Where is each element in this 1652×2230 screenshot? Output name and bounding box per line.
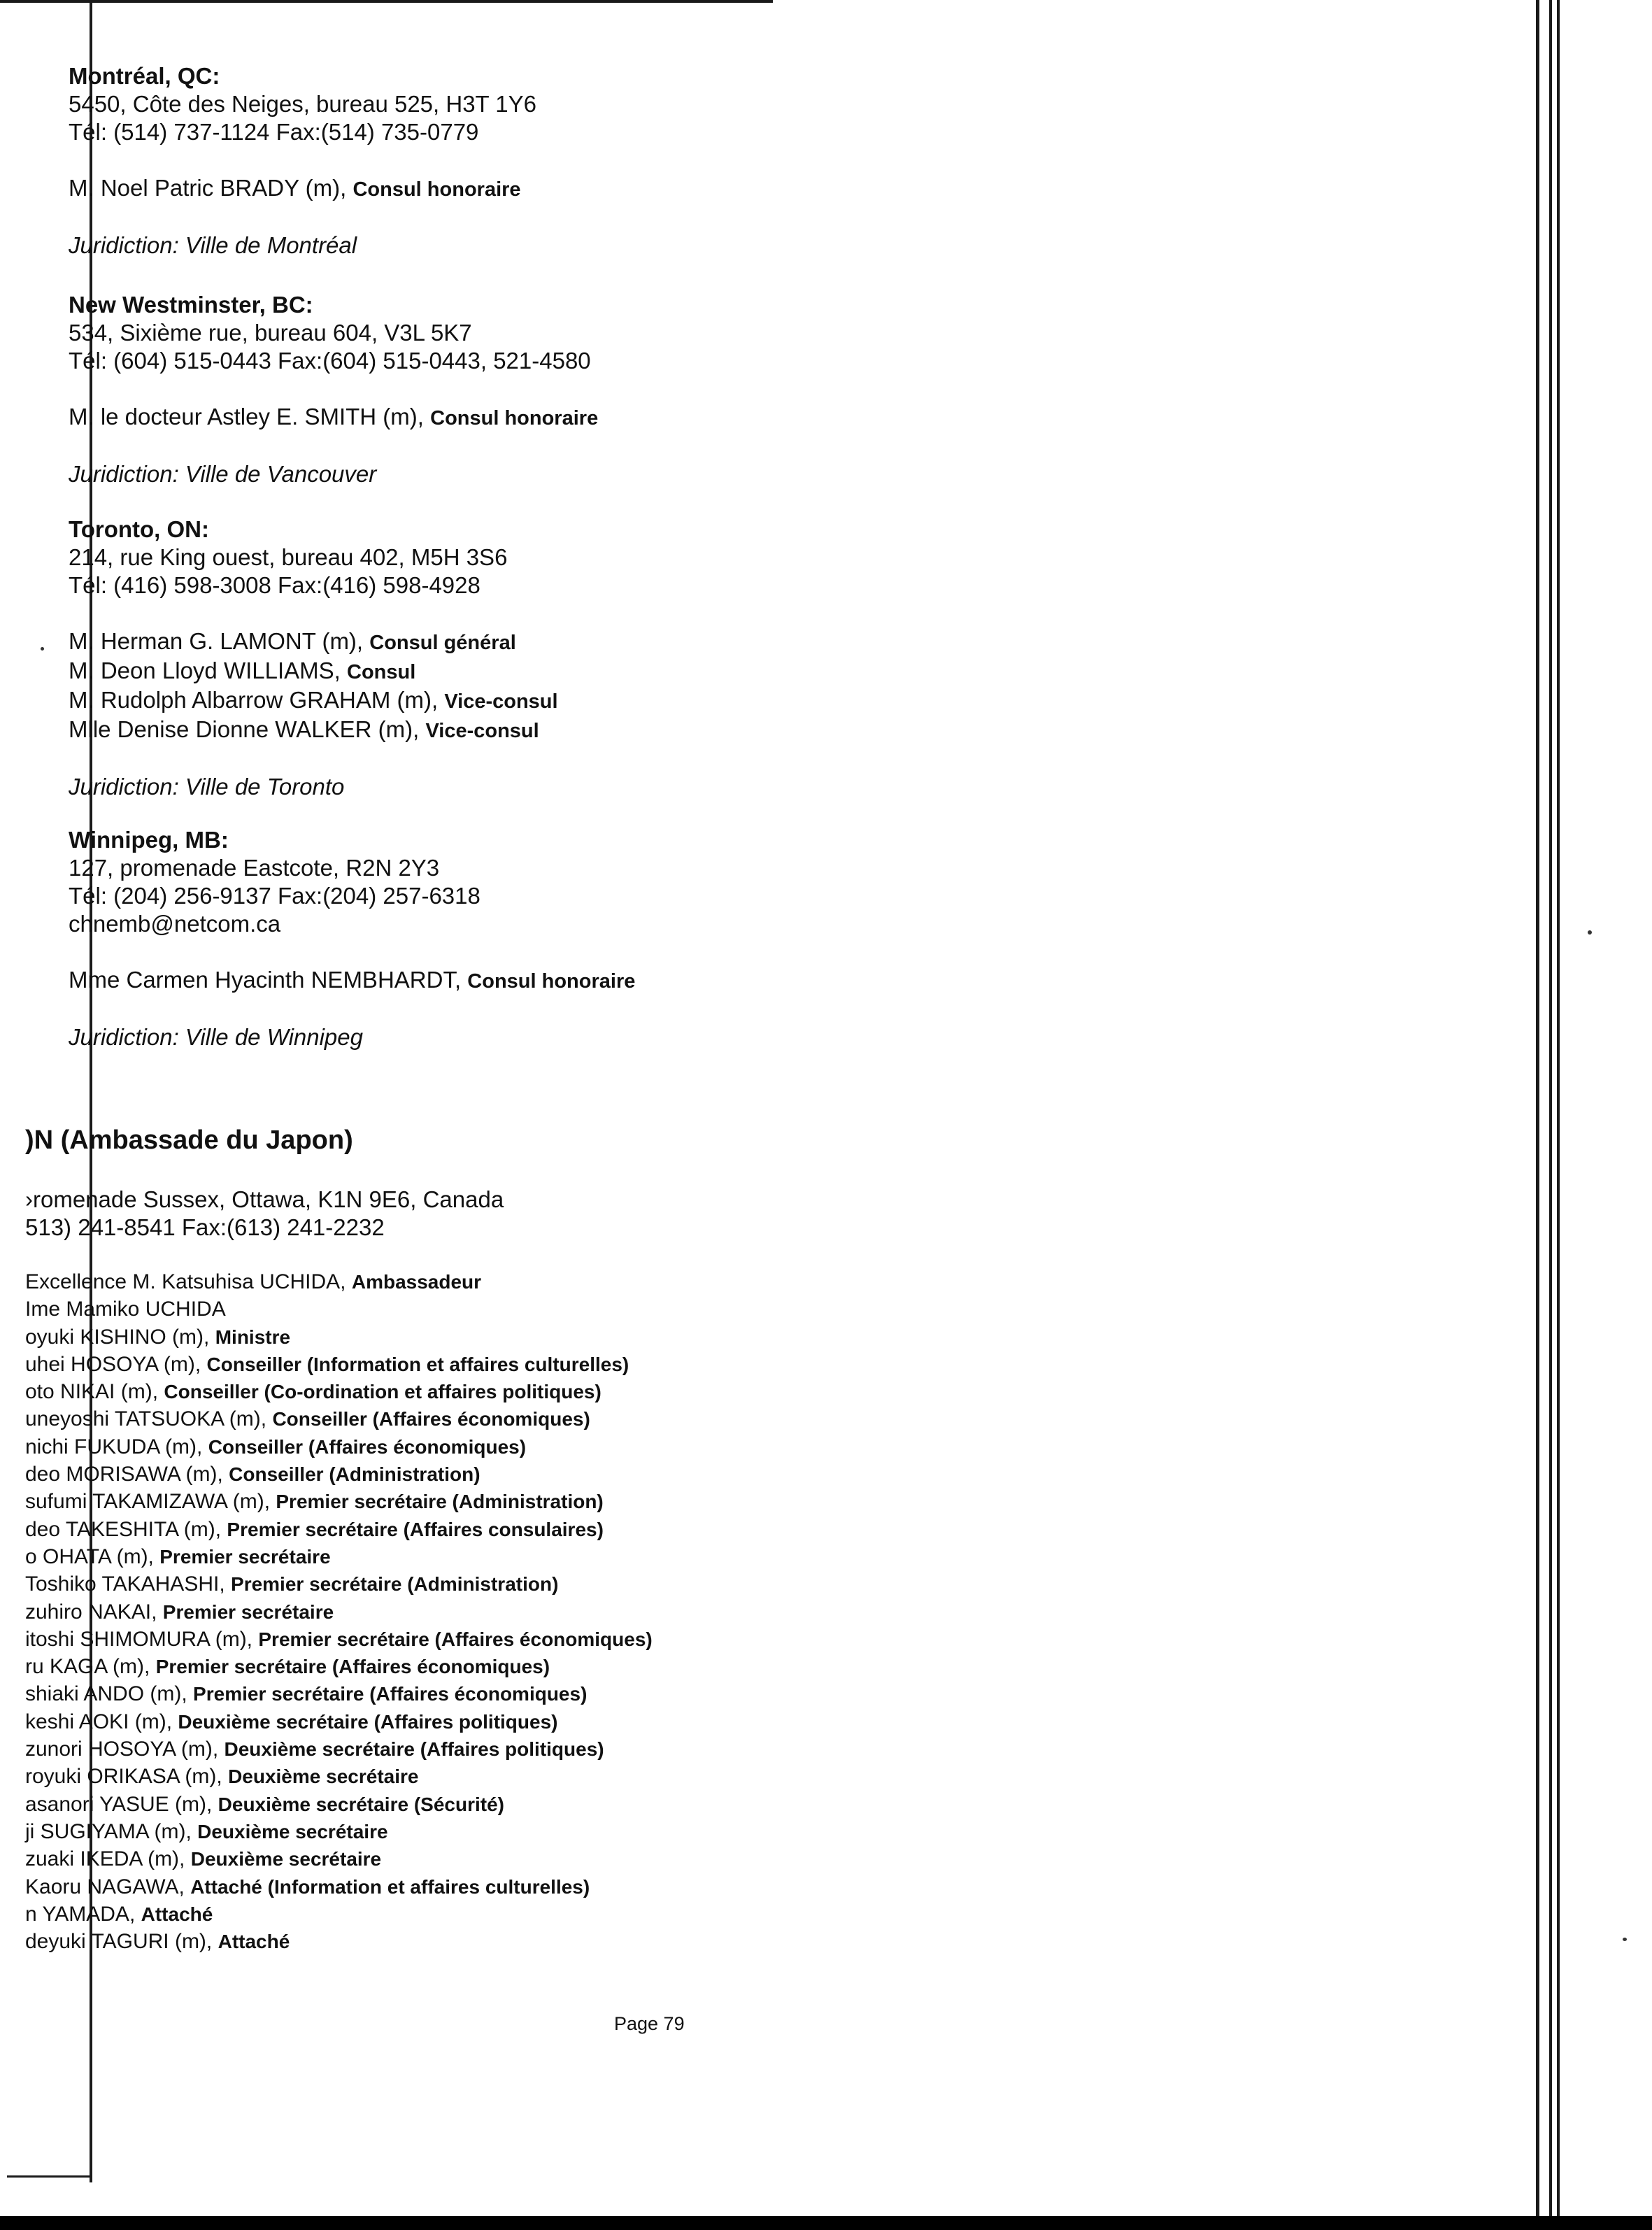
staff-name: ji SUGIYAMA (m),: [25, 1819, 192, 1843]
address: 127, promenade Eastcote, R2N 2Y3: [69, 855, 440, 881]
staff-role: Premier secrétaire (Affaires économiques): [193, 1683, 588, 1705]
staff-row: [25, 1488, 653, 1515]
staff-name: Toshiko TAKAHASHI,: [25, 1572, 225, 1596]
staff-role: Deuxième secrétaire: [190, 1848, 382, 1870]
staff-role: Conseiller (Affaires économiques): [272, 1408, 590, 1430]
staff-role: Ambassadeur: [351, 1271, 482, 1293]
city-heading: Montréal, QC:: [69, 63, 220, 89]
address: 214, rue King ouest, bureau 402, M5H 3S6: [69, 544, 508, 570]
official-role: Consul: [347, 661, 416, 683]
staff-row: [25, 1901, 653, 1928]
staff-row: [25, 1351, 653, 1378]
staff-name: uneyoshi TATSUOKA (m),: [25, 1407, 267, 1431]
staff-name: ru KAGA (m),: [25, 1655, 150, 1679]
staff-role: Deuxième secrétaire (Affaires politiques): [224, 1738, 604, 1761]
staff-row: [25, 1295, 653, 1323]
staff-role: Attaché (Information et affaires culturelles): [190, 1875, 590, 1898]
staff-role: Premier secrétaire (Affaires économiques): [155, 1656, 550, 1678]
official-name: Mme Carmen Hyacinth NEMBHARDT,: [69, 967, 462, 993]
staff-name: zuaki IKEDA (m),: [25, 1847, 185, 1871]
staff-role: Conseiller (Co-ordination et affaires politiques): [164, 1381, 601, 1403]
staff-role: Deuxième secrétaire (Sécurité): [218, 1793, 504, 1815]
official-role: Vice-consul: [444, 690, 558, 713]
consulate-toronto: [69, 516, 558, 801]
official-name: M. Noel Patric BRADY (m),: [69, 175, 347, 201]
city-heading: Winnipeg, MB:: [69, 827, 229, 853]
official-name: M. le docteur Astley E. SMITH (m),: [69, 404, 424, 429]
staff-role: Premier secrétaire: [159, 1545, 331, 1568]
staff-name: uhei HOSOYA (m),: [25, 1352, 201, 1376]
official-name: Mlle Denise Dionne WALKER (m),: [69, 716, 420, 742]
consulate-montreal: [69, 62, 536, 260]
staff-role: Premier secrétaire: [162, 1600, 334, 1623]
staff-row: [25, 1791, 653, 1818]
staff-name: zuhiro NAKAI,: [25, 1600, 157, 1624]
staff-role: Premier secrétaire (Administration): [276, 1491, 604, 1513]
official-role: Vice-consul: [425, 720, 539, 742]
staff-row: [25, 1516, 653, 1543]
phone-fax: Tél: (416) 598-3008 Fax:(416) 598-4928: [69, 572, 480, 598]
staff-row: [25, 1708, 653, 1735]
scan-bottom-corner-h: [7, 2175, 91, 2178]
staff-row: [25, 1433, 653, 1461]
scan-right-edge-3: [1557, 0, 1560, 2230]
staff-row: [25, 1378, 653, 1405]
staff-name: asanori YASUE (m),: [25, 1792, 213, 1816]
email: chnemb@netcom.ca: [69, 911, 281, 937]
staff-name: zunori HOSOYA (m),: [25, 1738, 219, 1761]
jurisdiction: Juridiction: Ville de Montréal: [69, 232, 357, 258]
staff-row: [25, 1680, 653, 1707]
staff-row: [25, 1570, 653, 1598]
staff-role: Ministre: [215, 1326, 291, 1348]
scan-speck: [41, 647, 44, 651]
city-heading: Toronto, ON:: [69, 516, 209, 542]
staff-row: [25, 1735, 653, 1763]
official-row: [69, 403, 598, 432]
official-row: [69, 657, 558, 686]
staff-name: oto NIKAI (m),: [25, 1380, 159, 1404]
address: 5450, Côte des Neiges, bureau 525, H3T 1Y6: [69, 91, 537, 117]
embassy-japan: [25, 1124, 653, 1955]
staff-role: Attaché: [141, 1903, 213, 1925]
staff-role: Premier secrétaire (Administration): [231, 1573, 559, 1596]
embassy-phone-fax: 513) 241-8541 Fax:(613) 241-2232: [25, 1214, 385, 1240]
official-name: M. Rudolph Albarrow GRAHAM (m),: [69, 687, 439, 713]
official-row: [69, 174, 536, 204]
section-title: )N (Ambassade du Japon): [25, 1125, 353, 1155]
consulate-new-westminster: [69, 291, 598, 488]
staff-row: [25, 1405, 653, 1433]
official-role: Consul général: [369, 632, 516, 654]
staff-name: Ime Mamiko UCHIDA: [25, 1298, 226, 1321]
staff-row: [25, 1268, 653, 1295]
staff-row: [25, 1461, 653, 1488]
staff-name: deo MORISAWA (m),: [25, 1463, 223, 1486]
staff-list: [25, 1268, 653, 1955]
jurisdiction: Juridiction: Ville de Vancouver: [69, 461, 377, 487]
staff-name: itoshi SHIMOMURA (m),: [25, 1627, 253, 1651]
staff-role: Premier secrétaire (Affaires économiques): [258, 1628, 653, 1650]
scan-right-edge-1: [1536, 0, 1539, 2230]
page-number: Page 79: [614, 2013, 685, 2034]
official-row: [69, 627, 558, 657]
city-heading: New Westminster, BC:: [69, 292, 313, 318]
staff-role: Conseiller (Information et affaires culturelles): [206, 1353, 629, 1375]
jurisdiction: Juridiction: Ville de Winnipeg: [69, 1024, 363, 1050]
staff-name: shiaki ANDO (m),: [25, 1682, 187, 1706]
scan-right-edge-2: [1549, 0, 1552, 2230]
official-role: Consul honoraire: [353, 178, 521, 201]
staff-name: Kaoru NAGAWA,: [25, 1875, 185, 1898]
staff-row: [25, 1598, 653, 1626]
staff-name: n YAMADA,: [25, 1902, 136, 1926]
phone-fax: Tél: (604) 515-0443 Fax:(604) 515-0443, 521-4580: [69, 348, 591, 374]
consulate-winnipeg: [69, 826, 635, 1051]
staff-row: [25, 1845, 653, 1873]
official-role: Consul honoraire: [430, 407, 599, 429]
staff-name: deo TAKESHITA (m),: [25, 1517, 222, 1541]
staff-name: Excellence M. Katsuhisa UCHIDA,: [25, 1270, 346, 1293]
staff-role: Conseiller (Affaires économiques): [208, 1435, 527, 1458]
jurisdiction: Juridiction: Ville de Toronto: [69, 774, 345, 800]
scan-top-edge: [0, 0, 773, 3]
staff-name: o OHATA (m),: [25, 1544, 154, 1568]
staff-role: Deuxième secrétaire: [228, 1766, 419, 1788]
official-row: [69, 686, 558, 716]
staff-role: Conseiller (Administration): [229, 1463, 480, 1486]
staff-role: Deuxième secrétaire: [197, 1820, 388, 1842]
official-role: Consul honoraire: [467, 970, 636, 993]
scan-speck: [1588, 930, 1592, 935]
phone-fax: Tél: (204) 256-9137 Fax:(204) 257-6318: [69, 883, 480, 909]
staff-row: [25, 1323, 653, 1351]
scan-speck: [1623, 1938, 1627, 1941]
official-name: M. Deon Lloyd WILLIAMS,: [69, 658, 341, 683]
staff-row: [25, 1928, 653, 1955]
staff-name: sufumi TAKAMIZAWA (m),: [25, 1490, 271, 1514]
scan-bottom-edge: [0, 2216, 1652, 2230]
embassy-address: ›romenade Sussex, Ottawa, K1N 9E6, Canada: [25, 1186, 504, 1212]
official-row: [69, 966, 635, 995]
staff-name: keshi AOKI (m),: [25, 1710, 173, 1733]
official-name: M. Herman G. LAMONT (m),: [69, 628, 364, 654]
staff-row: [25, 1653, 653, 1680]
staff-row: [25, 1873, 653, 1901]
staff-row: [25, 1763, 653, 1790]
official-row: [69, 716, 558, 745]
staff-row: [25, 1626, 653, 1653]
staff-row: [25, 1818, 653, 1845]
staff-role: Premier secrétaire (Affaires consulaires): [227, 1518, 604, 1540]
staff-name: deyuki TAGURI (m),: [25, 1930, 213, 1954]
staff-name: oyuki KISHINO (m),: [25, 1325, 210, 1349]
staff-name: nichi FUKUDA (m),: [25, 1435, 203, 1458]
phone-fax: Tél: (514) 737-1124 Fax:(514) 735-0779: [69, 119, 479, 145]
address: 534, Sixième rue, bureau 604, V3L 5K7: [69, 320, 472, 346]
staff-role: Attaché: [218, 1931, 290, 1953]
staff-role: Deuxième secrétaire (Affaires politiques): [178, 1710, 558, 1733]
staff-name: royuki ORIKASA (m),: [25, 1765, 222, 1789]
staff-row: [25, 1543, 653, 1570]
